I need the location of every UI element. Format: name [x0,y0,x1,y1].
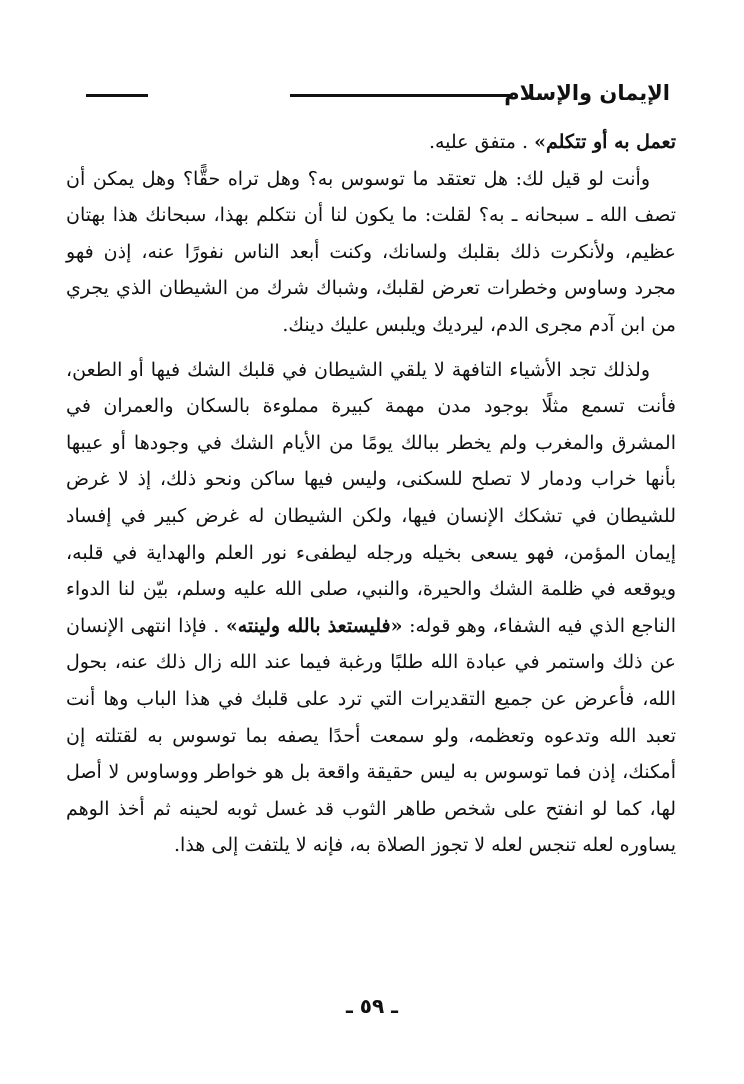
paragraph-3-before: ولذلك تجد الأشياء التافهة لا يلقي الشيطان في قلبك الشك فيها أو الطعن، فأنت تسمع مثلًا بوجود مدن مهمة كبيرة مملوءة بالسكان والعمران في المشرق والمغرب ولم يخطر ببالك يومًا من الأيام الشك في وجودها أو عيبها بأنها خراب ودمار لا تصلح للسكنى، وليس فيها ساكن ونحو ذلك، إذ لا غرض للشيطان في تشكك الإنسان فيها، ولكن الشيطان له غرض كبير في إفساد إيمان المؤمن، فهو يسعى بخيله ورجله ليطفىء نور العلم والهداية في قلبه، ويوقعه في ظلمة الشك والحيرة، والنبي، صلى الله عليه وسلم، بيّن لنا الدواء الناجع الذي فيه الشفاء، وهو قوله: [66,358,677,637]
paragraph-1-rest: . متفق عليه. [428,131,529,153]
hadith-end-bold: تعمل به أو تتكلم» [534,131,676,153]
paragraph-3 [66,352,676,864]
header-rule-wrap [290,78,510,112]
hadith-quote: «فليستعذ بالله ولينته» [225,614,403,637]
running-header [86,78,670,112]
header-title: الإيمان والإسلام [504,81,670,105]
body-text [66,124,676,864]
paragraph-2 [66,161,676,344]
header-rule-short [86,94,148,97]
page-number: ـ ٥٩ ـ [345,994,399,1018]
paragraph-3-after: . فإذا انتهى الإنسان عن ذلك واستمر في عبادة الله طلبًا ورغبة فيما عند الله زال ذلك عنه، بحول الله، فأعرض عن جميع التقديرات التي ترد على قلبك في هذا الباب وها أنت تعبد الله وتدعوه وتعظمه، ولو سمعت أحدًا يصفه بما توسوس به لقتلته إن أمكنك، إذن فما توسوس به ليس حقيقة واقعة بل هو خواطر ووساوس لا أصل لها، كما لو انفتح على شخص طاهر الثوب قد غسل ثوبه لحينه ثم أخذ الوهم يساوره لعله تنجس لعله لا تجوز الصلاة به، فإنه لا يلتفت إلى هذا. [66,614,676,857]
paragraph-2-text: وأنت لو قيل لك: هل تعتقد ما توسوس به؟ وهل تراه حقًّا؟ وهل يمكن أن تصف الله ـ سبحانه ـ به؟ لقلت: ما يكون لنا أن نتكلم بهذا، سبحانك هذا بهتان عظيم، ولأنكرت ذلك بقلبك ولسانك، وكنت أبعد الناس نفورًا عنه، إذن فهو مجرد وساوس وخطرات تعرض لقلبك، وشباك شرك من الشيطان الذي يجري من ابن آدم مجرى الدم، ليرديك ويلبس عليك دينك. [66,167,676,336]
paragraph-1 [66,124,676,161]
header-rule-long [290,94,510,97]
